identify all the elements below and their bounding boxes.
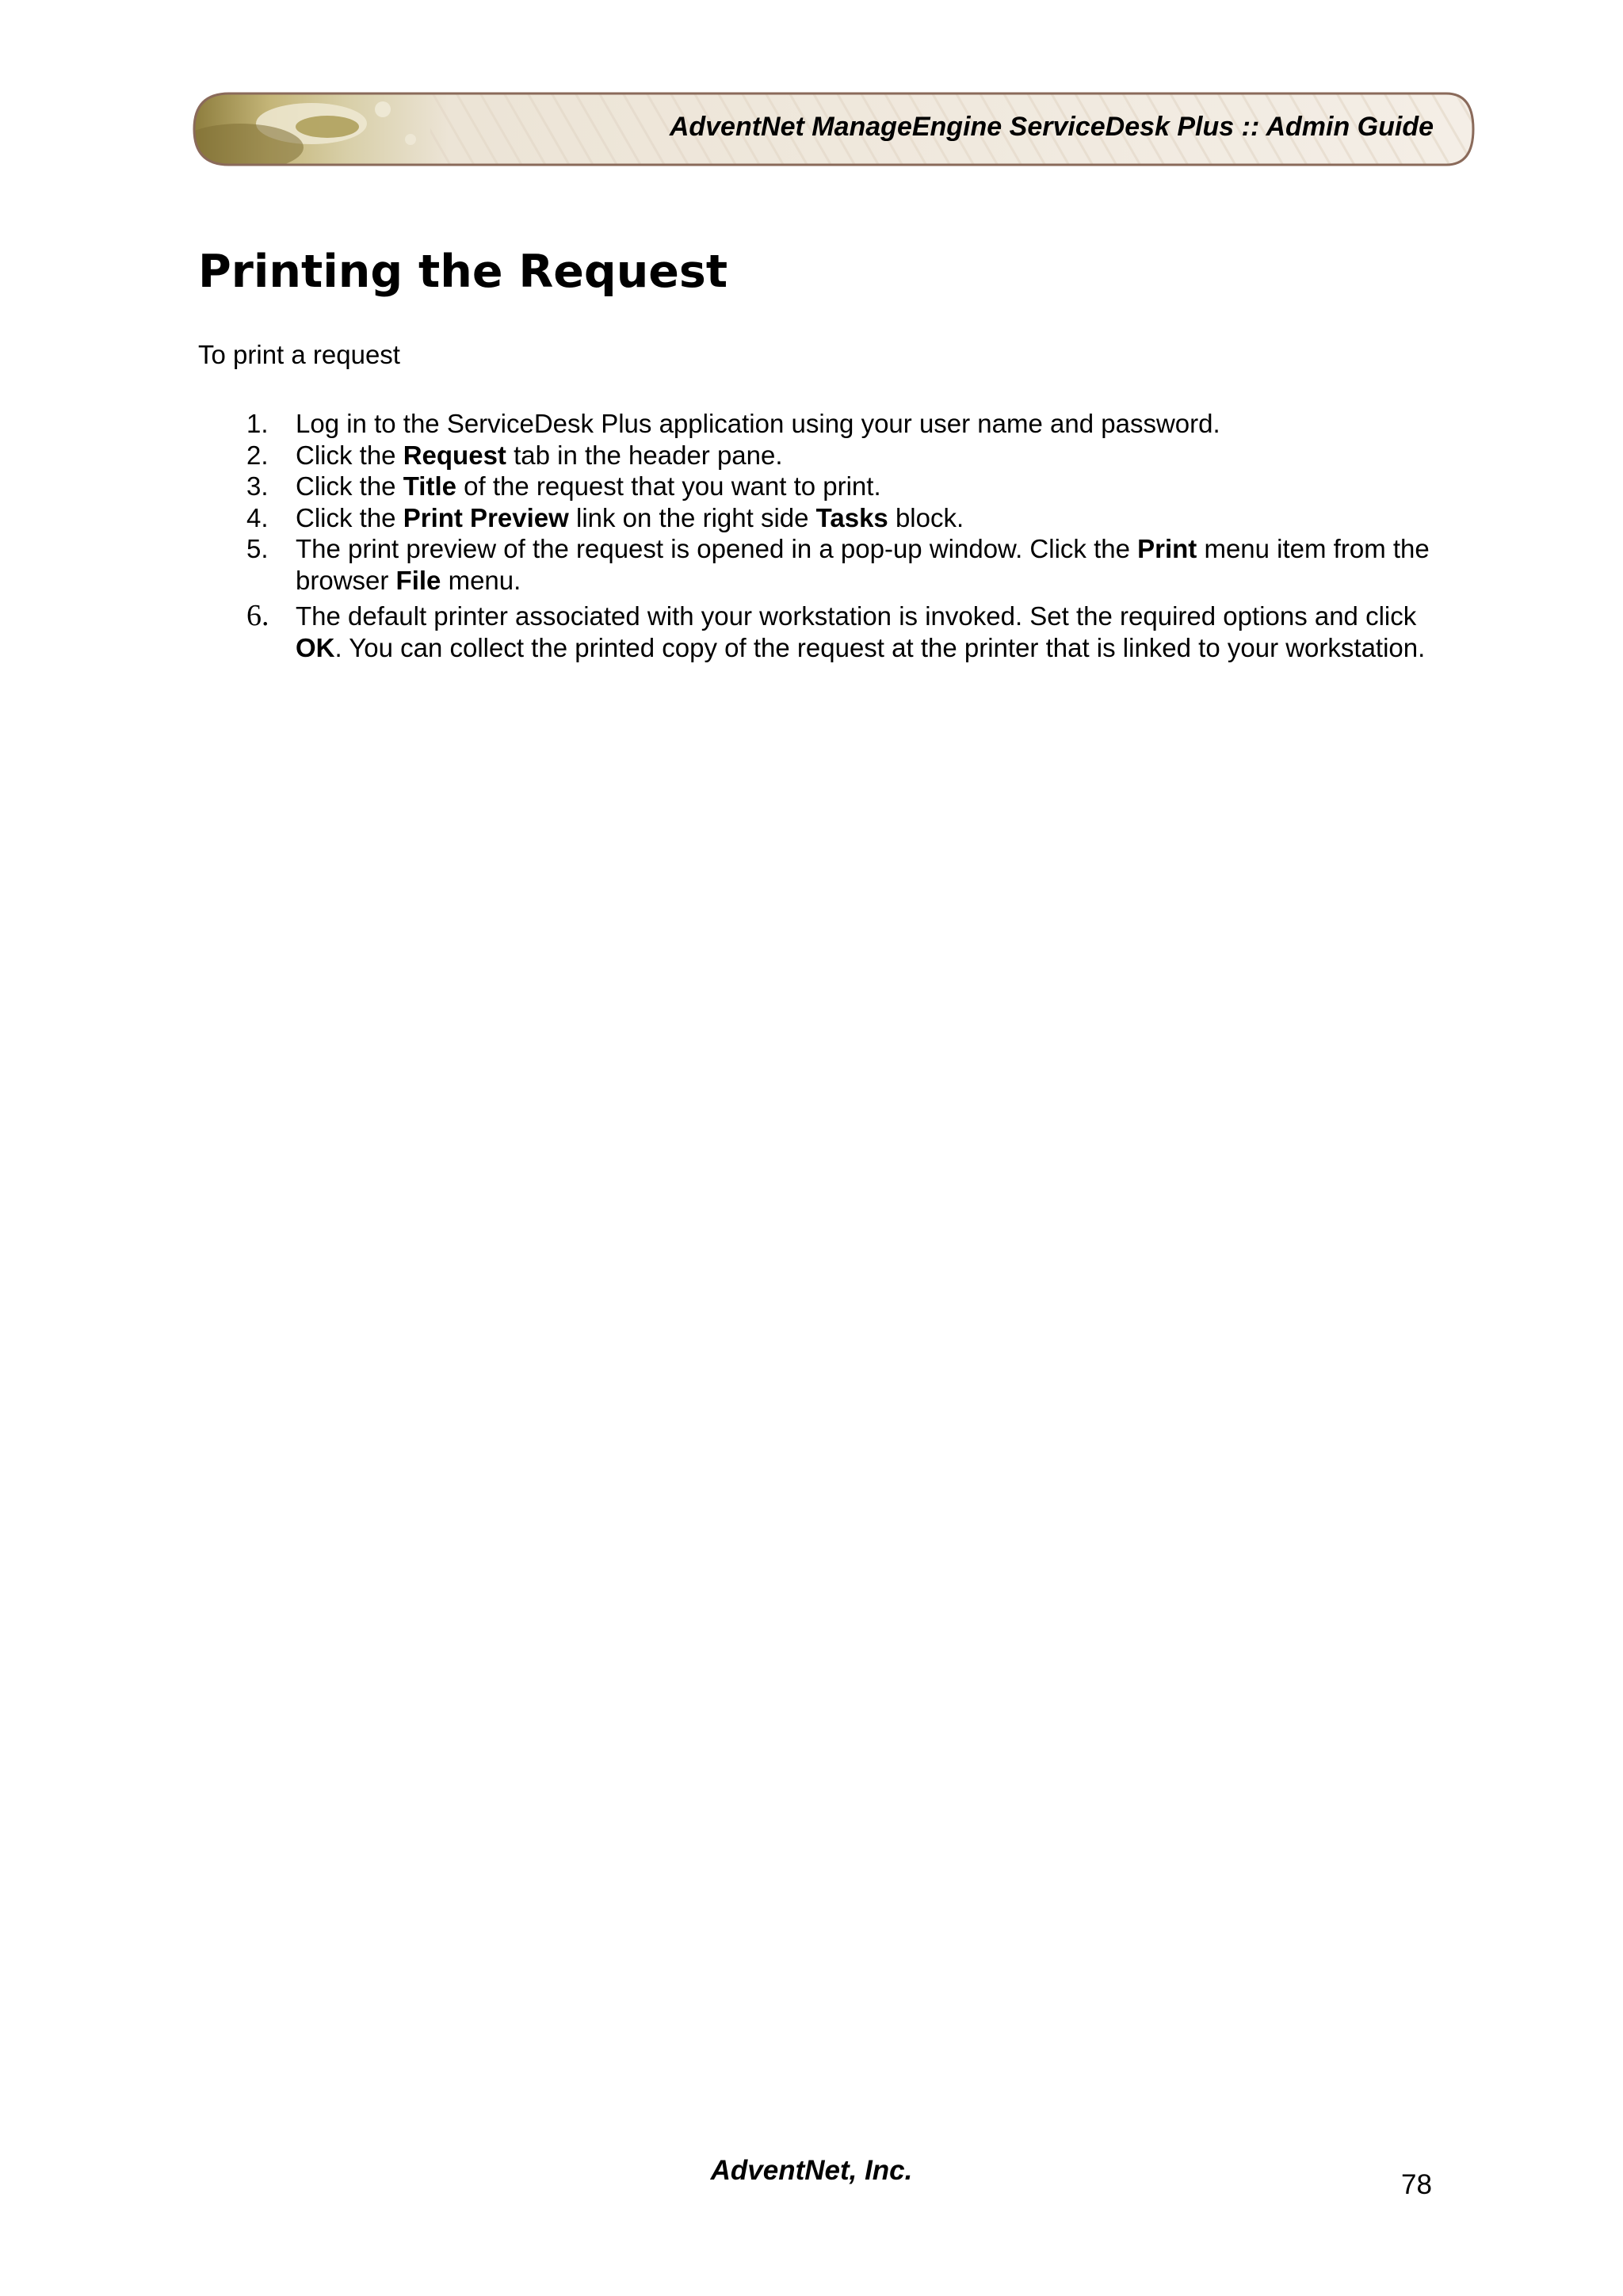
- list-item: [198, 502, 1434, 534]
- bold-term: Print: [1137, 534, 1197, 563]
- step-text: Log in to the ServiceDesk Plus application using your user name and password.: [296, 409, 1220, 438]
- list-item-number: 3.: [246, 471, 269, 501]
- list-item-number: 5.: [246, 534, 269, 563]
- list-item: [198, 533, 1434, 596]
- list-item-number: 6.: [246, 599, 269, 632]
- step-text: Click the: [296, 440, 403, 470]
- steps-list: [198, 408, 1434, 663]
- step-text: The default printer associated with your workstation is invoked. Set the required options and click: [296, 601, 1417, 631]
- list-item-number: 2.: [246, 440, 269, 470]
- bold-term: Print Preview: [403, 502, 569, 532]
- page-title: Printing the Request: [198, 246, 728, 298]
- list-item: [198, 601, 1434, 663]
- bold-term: File: [395, 565, 441, 595]
- step-text: menu.: [441, 565, 521, 595]
- list-item: [198, 408, 1434, 440]
- step-text: tab in the header pane.: [506, 440, 783, 470]
- step-text: Click the: [296, 471, 403, 501]
- list-item-number: 1.: [246, 409, 269, 438]
- header-banner: [193, 92, 1475, 166]
- bold-term: Title: [403, 471, 456, 501]
- bold-term: OK: [296, 632, 335, 662]
- step-text: menu item from the browser: [296, 534, 1430, 595]
- footer-company: AdventNet, Inc.: [710, 2155, 913, 2186]
- bold-term: Request: [403, 440, 506, 470]
- page-number: 78: [1401, 2169, 1432, 2200]
- header-title: AdventNet ManageEngine ServiceDesk Plus :: Admin Guide: [669, 112, 1434, 142]
- list-item-number: 4.: [246, 502, 269, 532]
- list-item: [198, 471, 1434, 502]
- intro-text: To print a request: [198, 340, 400, 369]
- step-text: Click the: [296, 502, 403, 532]
- bold-term: Tasks: [815, 502, 888, 532]
- list-item: [198, 440, 1434, 471]
- step-text: . You can collect the printed copy of the request at the printer that is linked to your workstation.: [334, 632, 1426, 662]
- step-text: The print preview of the request is opened in a pop-up window. Click the: [296, 534, 1138, 563]
- step-text: block.: [888, 502, 964, 532]
- step-text: of the request that you want to print.: [456, 471, 881, 501]
- step-text: link on the right side: [568, 502, 816, 532]
